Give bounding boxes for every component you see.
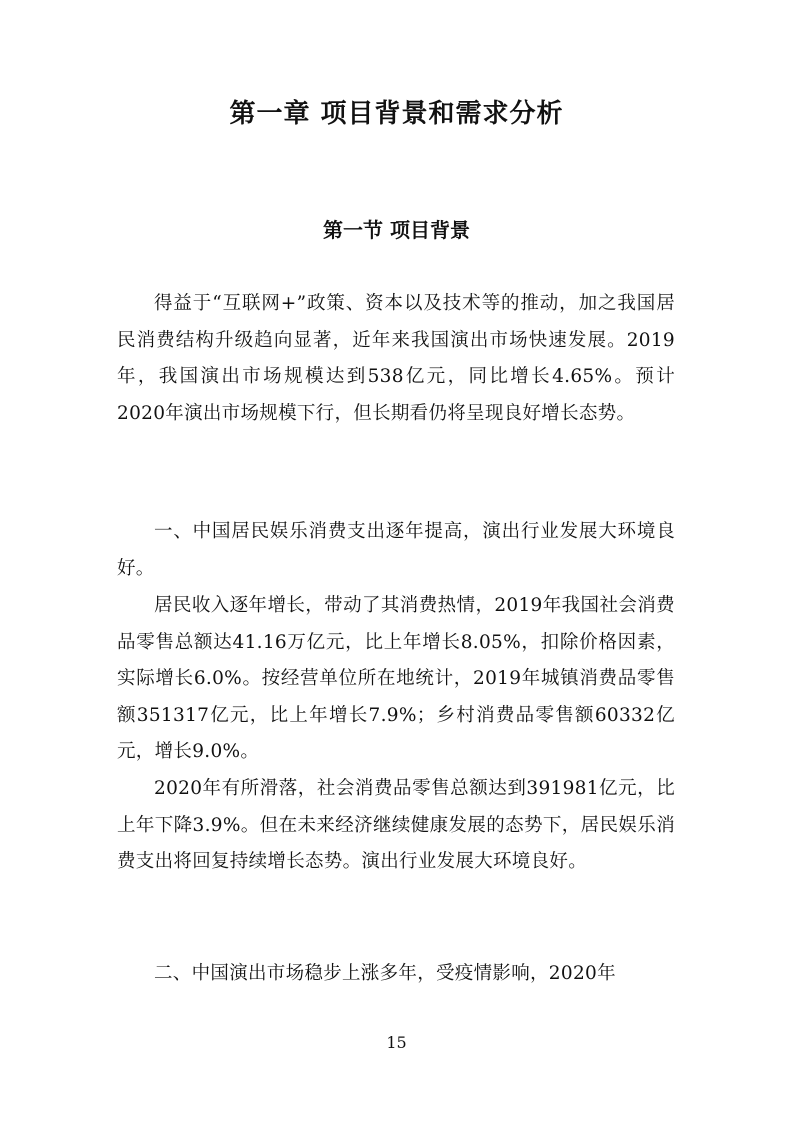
paragraph-heading-one: 一、中国居民娱乐消费支出逐年提高，演出行业发展大环境良好。 [117, 521, 675, 579]
paragraph-intro: 得益于“互联网+”政策、资本以及技术等的推动，加之我国居民消费结构升级趋向显著，近年来我国演出市场快速发展。2019年，我国演出市场规模达到538亿元，同比增长4.65%。预计2020年演出市场规模下行，但长期看仍将呈现良好增长态势。 [117, 293, 675, 424]
paragraph-heading-two: 二、中国演出市场稳步上涨多年，受疫情影响，2020年 [154, 963, 616, 984]
section-title: 第一节 项目背景 [323, 218, 470, 242]
chapter-title: 第一章 项目背景和需求分析 [229, 99, 564, 129]
paragraph-income-growth: 居民收入逐年增长，带动了其消费热情，2019年我国社会消费品零售总额达41.16万亿元，比上年增长8.05%，扣除价格因素，实际增长6.0%。按经营单位所在地统计，2019年城镇消费品零售额351317亿元，比上年增长7.9%；乡村消费品零售额60332亿元，增长9.0%。 [117, 595, 675, 762]
paragraph-2020-decline: 2020年有所滑落，社会消费品零售总额达到391981亿元，比上年下降3.9%。但在未来经济继续健康发展的态势下，居民娱乐消费支出将回复持续增长态势。演出行业发展大环境良好。 [117, 778, 675, 872]
page-number: 15 [386, 1033, 407, 1052]
